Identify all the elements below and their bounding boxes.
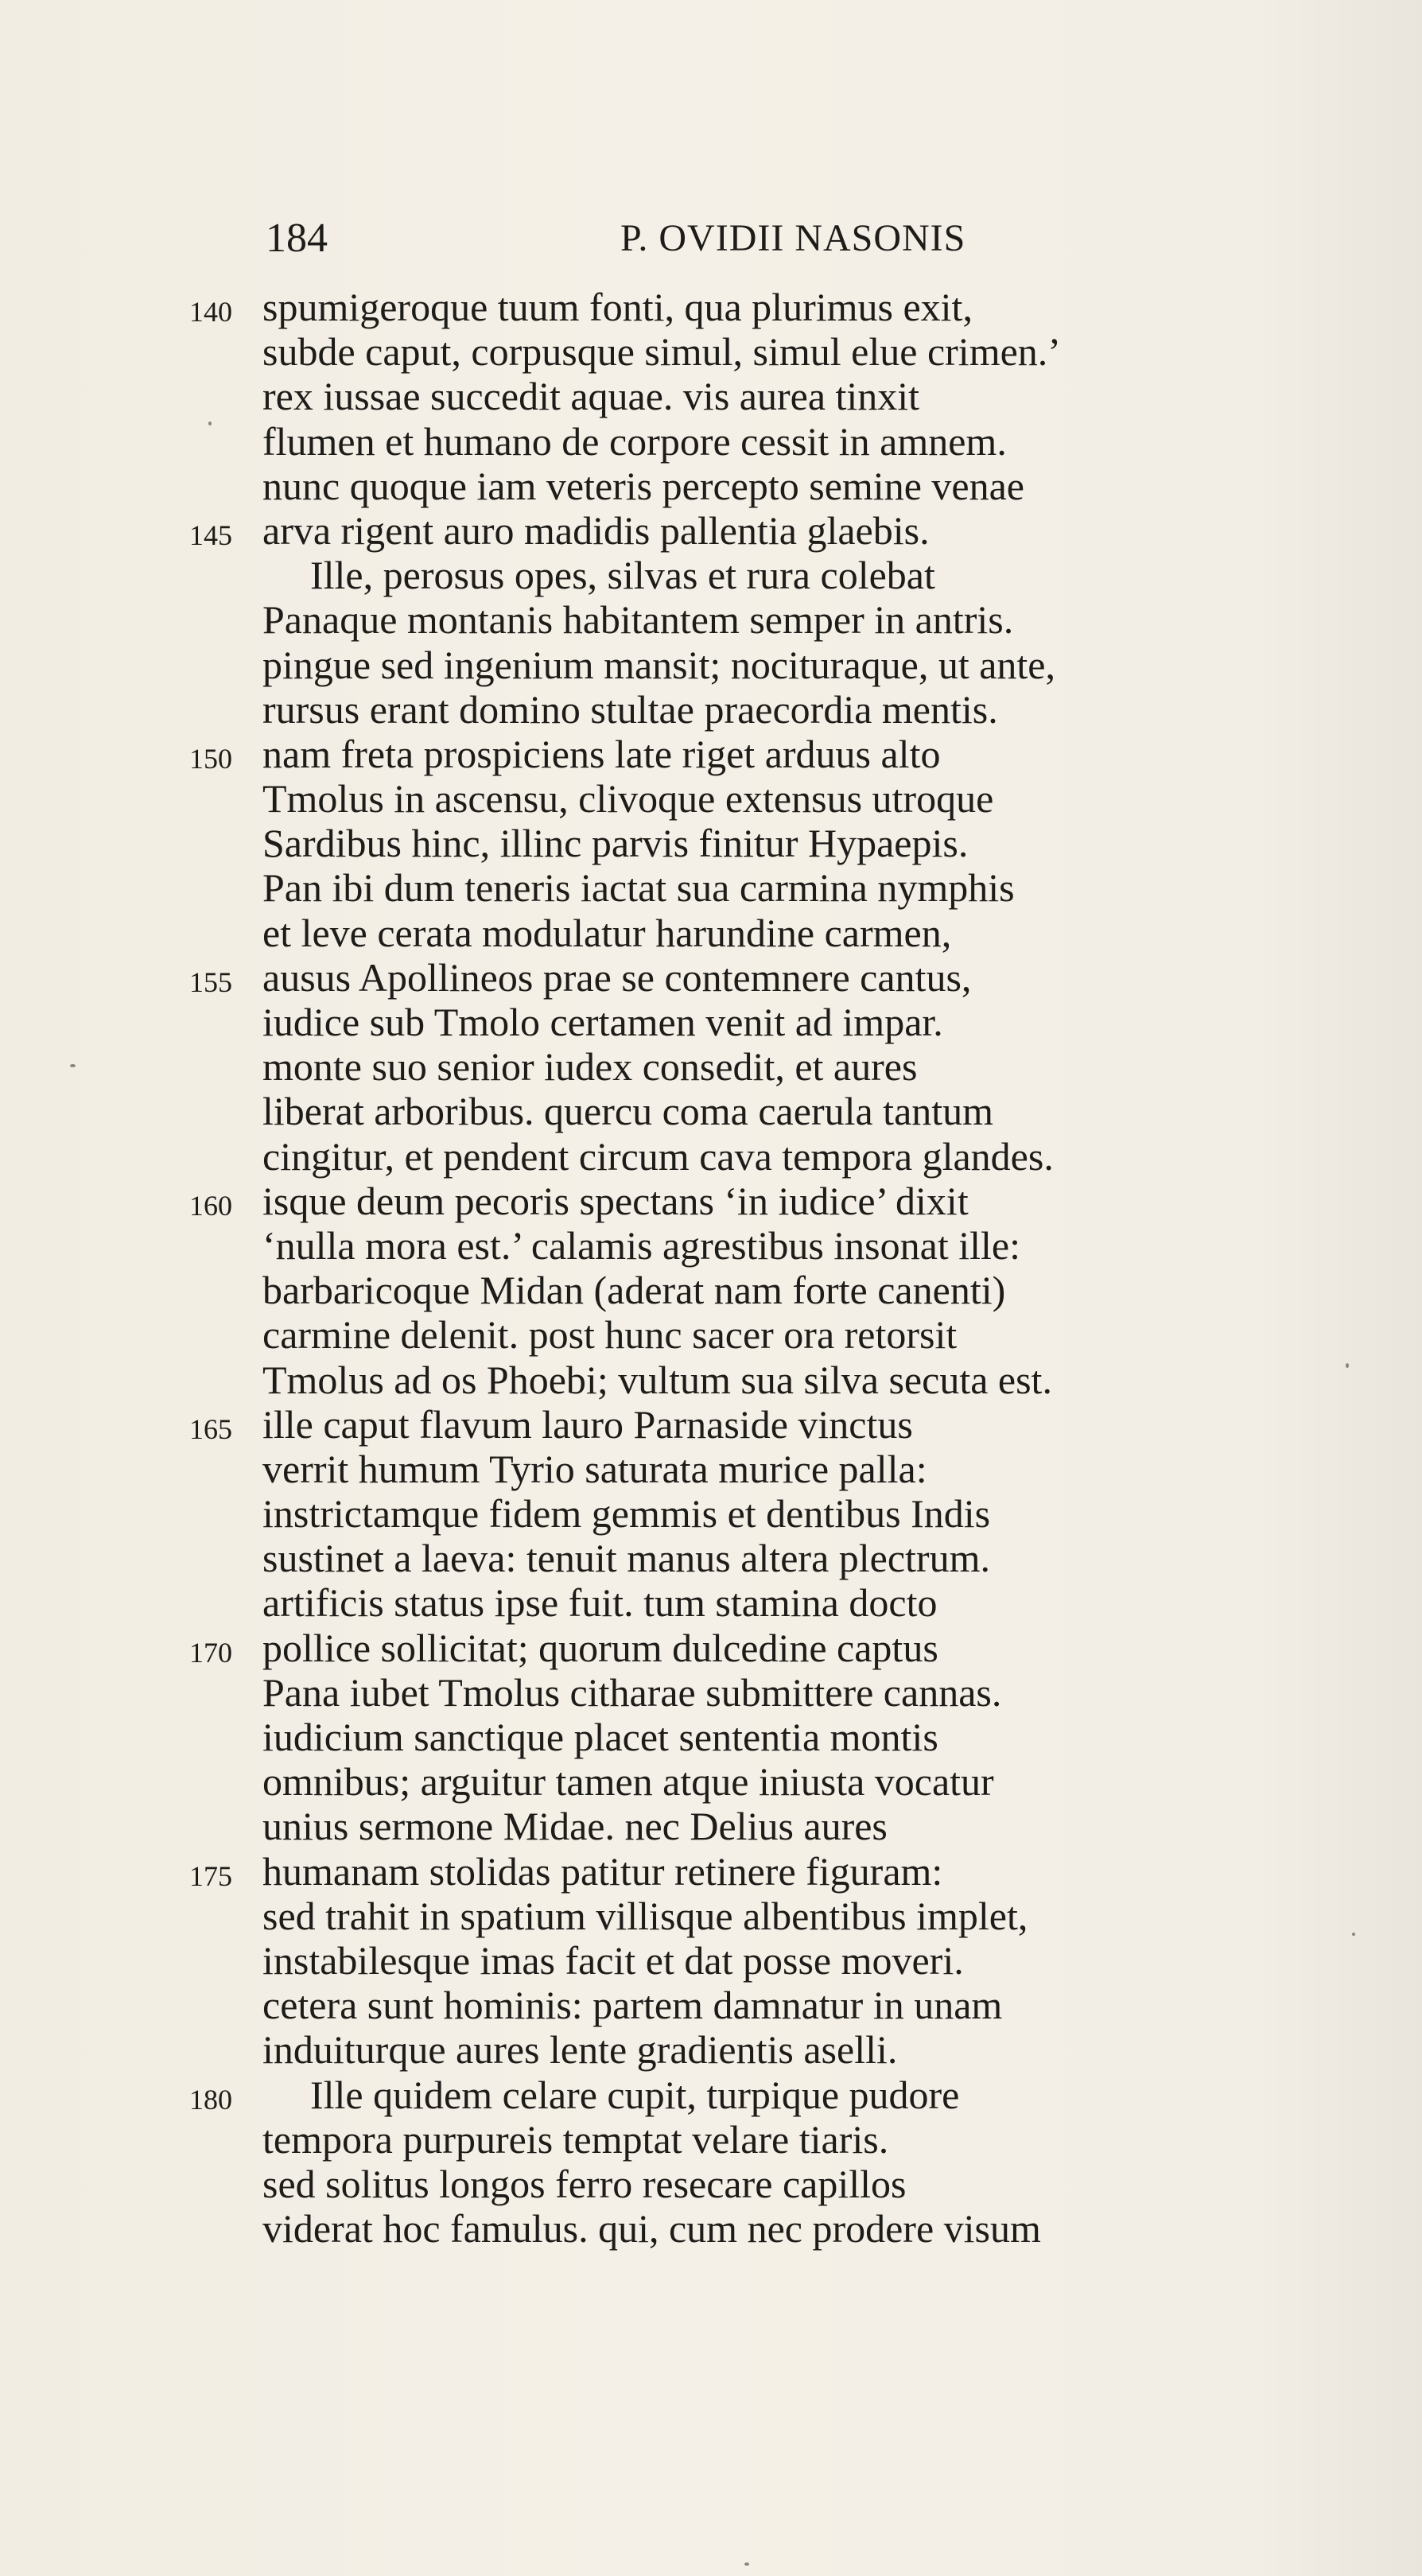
verse-line xyxy=(0,2162,1422,2206)
verse-line xyxy=(0,732,1422,776)
verse-line xyxy=(0,821,1422,865)
line-text: subde caput, corpusque simul, simul elue crimen.’ xyxy=(262,329,1061,375)
line-text: barbaricoque Midan (aderat nam forte canenti) xyxy=(262,1268,1006,1313)
verse-line xyxy=(0,776,1422,821)
line-text: sustinet a laeva: tenuit manus altera plectrum. xyxy=(262,1536,990,1581)
paper-speck xyxy=(208,422,212,425)
line-text: sed trahit in spatium villisque albentibus implet, xyxy=(262,1893,1028,1938)
line-number: 140 xyxy=(189,296,232,328)
line-text: instrictamque fidem gemmis et dentibus Indis xyxy=(262,1491,991,1537)
verse-line xyxy=(0,1447,1422,1491)
verse-line xyxy=(0,1491,1422,1536)
line-text: artificis status ipse fuit. tum stamina docto xyxy=(262,1580,938,1626)
verse-line xyxy=(0,464,1422,508)
line-number: 170 xyxy=(189,1636,232,1669)
page-number: 184 xyxy=(266,216,328,261)
line-text: liberat arboribus. quercu coma caerula tantum xyxy=(262,1089,994,1134)
line-text: isque deum pecoris spectans ‘in iudice’ dixit xyxy=(262,1178,969,1223)
verse-line xyxy=(0,687,1422,732)
verse-line xyxy=(0,1312,1422,1357)
line-text: et leve cerata modulatur harundine carmen, xyxy=(262,910,952,955)
line-number: 150 xyxy=(189,742,232,775)
line-text: rex iussae succedit aquae. vis aurea tinxit xyxy=(262,374,920,419)
line-text: Ille quidem celare cupit, turpique pudore xyxy=(310,2072,960,2117)
verse-line xyxy=(0,553,1422,597)
verse-line xyxy=(0,1938,1422,1983)
line-text: ille caput flavum lauro Parnaside vinctus xyxy=(262,1401,913,1447)
verse-line xyxy=(0,419,1422,464)
verse-line xyxy=(0,955,1422,1000)
line-text: Pan ibi dum teneris iactat sua carmina nymphis xyxy=(262,865,1015,911)
verse-line xyxy=(0,2027,1422,2072)
line-number: 160 xyxy=(189,1189,232,1222)
line-number: 175 xyxy=(189,1859,232,1892)
verse-line xyxy=(0,1759,1422,1804)
line-text: Panaque montanis habitantem semper in antris. xyxy=(262,597,1014,643)
verse-line xyxy=(0,1268,1422,1312)
verse-line xyxy=(0,329,1422,374)
line-text: spumigeroque tuum fonti, qua plurimus exit, xyxy=(262,285,973,329)
verse-line xyxy=(0,1983,1422,2027)
line-text: Ille, perosus opes, silvas et rura colebat xyxy=(310,553,935,598)
verse-line xyxy=(0,285,1422,329)
verse-line xyxy=(0,1536,1422,1580)
verse-line xyxy=(0,1044,1422,1089)
verse-line xyxy=(0,1894,1422,1938)
verse-line xyxy=(0,911,1422,955)
verse-line xyxy=(0,643,1422,687)
verse-line xyxy=(0,1134,1422,1179)
verse-line xyxy=(0,2206,1422,2251)
line-text: cetera sunt hominis: partem damnatur in unam xyxy=(262,1983,1003,2028)
verse-line xyxy=(0,1804,1422,1848)
verse-line xyxy=(0,1670,1422,1715)
line-text: Pana iubet Tmolus citharae submittere cannas. xyxy=(262,1669,1002,1715)
line-text: pingue sed ingenium mansit; nocituraque, ut ante, xyxy=(262,642,1055,687)
verse-line xyxy=(0,1580,1422,1625)
line-text: monte suo senior iudex consedit, et aures xyxy=(262,1044,918,1090)
line-text: tempora purpureis temptat velare tiaris. xyxy=(262,2116,889,2162)
paper-speck xyxy=(744,2562,749,2566)
line-text: carmine delenit. post hunc sacer ora retorsit xyxy=(262,1312,958,1358)
line-text: cingitur, et pendent circum cava tempora glandes. xyxy=(262,1133,1054,1179)
line-text: Tmolus in ascensu, clivoque extensus utroque xyxy=(262,776,994,822)
verse-line xyxy=(0,508,1422,553)
line-number: 180 xyxy=(189,2083,232,2116)
line-text: flumen et humano de corpore cessit in amnem. xyxy=(262,418,1007,464)
verse-line xyxy=(0,2117,1422,2162)
line-number: 165 xyxy=(189,1412,232,1445)
verse-line xyxy=(0,2073,1422,2117)
line-number: 145 xyxy=(189,519,232,551)
verse-line xyxy=(0,1358,1422,1402)
verse-line xyxy=(0,1179,1422,1223)
line-text: verrit humum Tyrio saturata murice palla: xyxy=(262,1446,927,1491)
line-text: humanam stolidas patitur retinere figuram: xyxy=(262,1848,943,1894)
verse-line xyxy=(0,1223,1422,1268)
line-text: rursus erant domino stultae praecordia mentis. xyxy=(262,686,998,732)
line-text: ‘nulla mora est.’ calamis agrestibus insonat ille: xyxy=(262,1222,1020,1268)
line-text: iudice sub Tmolo certamen venit ad impar. xyxy=(262,1000,943,1044)
verse-line xyxy=(0,1089,1422,1133)
line-text: ausus Apollineos prae se contemnere cantus, xyxy=(262,954,972,1000)
line-text: nam freta prospiciens late riget arduus alto xyxy=(262,731,941,776)
line-text: iudicium sanctique placet sententia montis xyxy=(262,1715,938,1759)
paper-speck xyxy=(70,1064,76,1067)
verse-text xyxy=(0,285,1422,2251)
line-text: nunc quoque iam veteris percepto semine venae xyxy=(262,463,1024,508)
verse-line xyxy=(0,597,1422,642)
verse-line xyxy=(0,1402,1422,1447)
line-text: unius sermone Midae. nec Delius aures xyxy=(262,1804,888,1849)
line-text: pollice sollicitat; quorum dulcedine captus xyxy=(262,1625,938,1670)
line-text: Tmolus ad os Phoebi; vultum sua silva secuta est. xyxy=(262,1357,1052,1402)
verse-line xyxy=(0,1849,1422,1894)
line-text: viderat hoc famulus. qui, cum nec prodere visum xyxy=(262,2206,1041,2252)
verse-line xyxy=(0,1000,1422,1044)
line-text: arva rigent auro madidis pallentia glaebis. xyxy=(262,507,930,553)
paper-speck xyxy=(1346,1363,1349,1368)
line-number: 155 xyxy=(189,966,232,998)
line-text: omnibus; arguitur tamen atque iniusta vocatur xyxy=(262,1759,994,1805)
line-text: Sardibus hinc, illinc parvis finitur Hypaepis. xyxy=(262,821,969,866)
verse-line xyxy=(0,865,1422,910)
line-text: instabilesque imas facit et dat posse moveri. xyxy=(262,1937,964,1983)
verse-line xyxy=(0,1626,1422,1670)
line-text: sed solitus longos ferro resecare capillos xyxy=(262,2161,907,2206)
paper-speck xyxy=(1352,1933,1355,1936)
running-title: P. OVIDII NASONIS xyxy=(620,217,966,259)
verse-line xyxy=(0,1715,1422,1759)
running-head xyxy=(266,213,1005,264)
verse-line xyxy=(0,374,1422,418)
line-text: induiturque aures lente gradientis aselli. xyxy=(262,2027,898,2073)
